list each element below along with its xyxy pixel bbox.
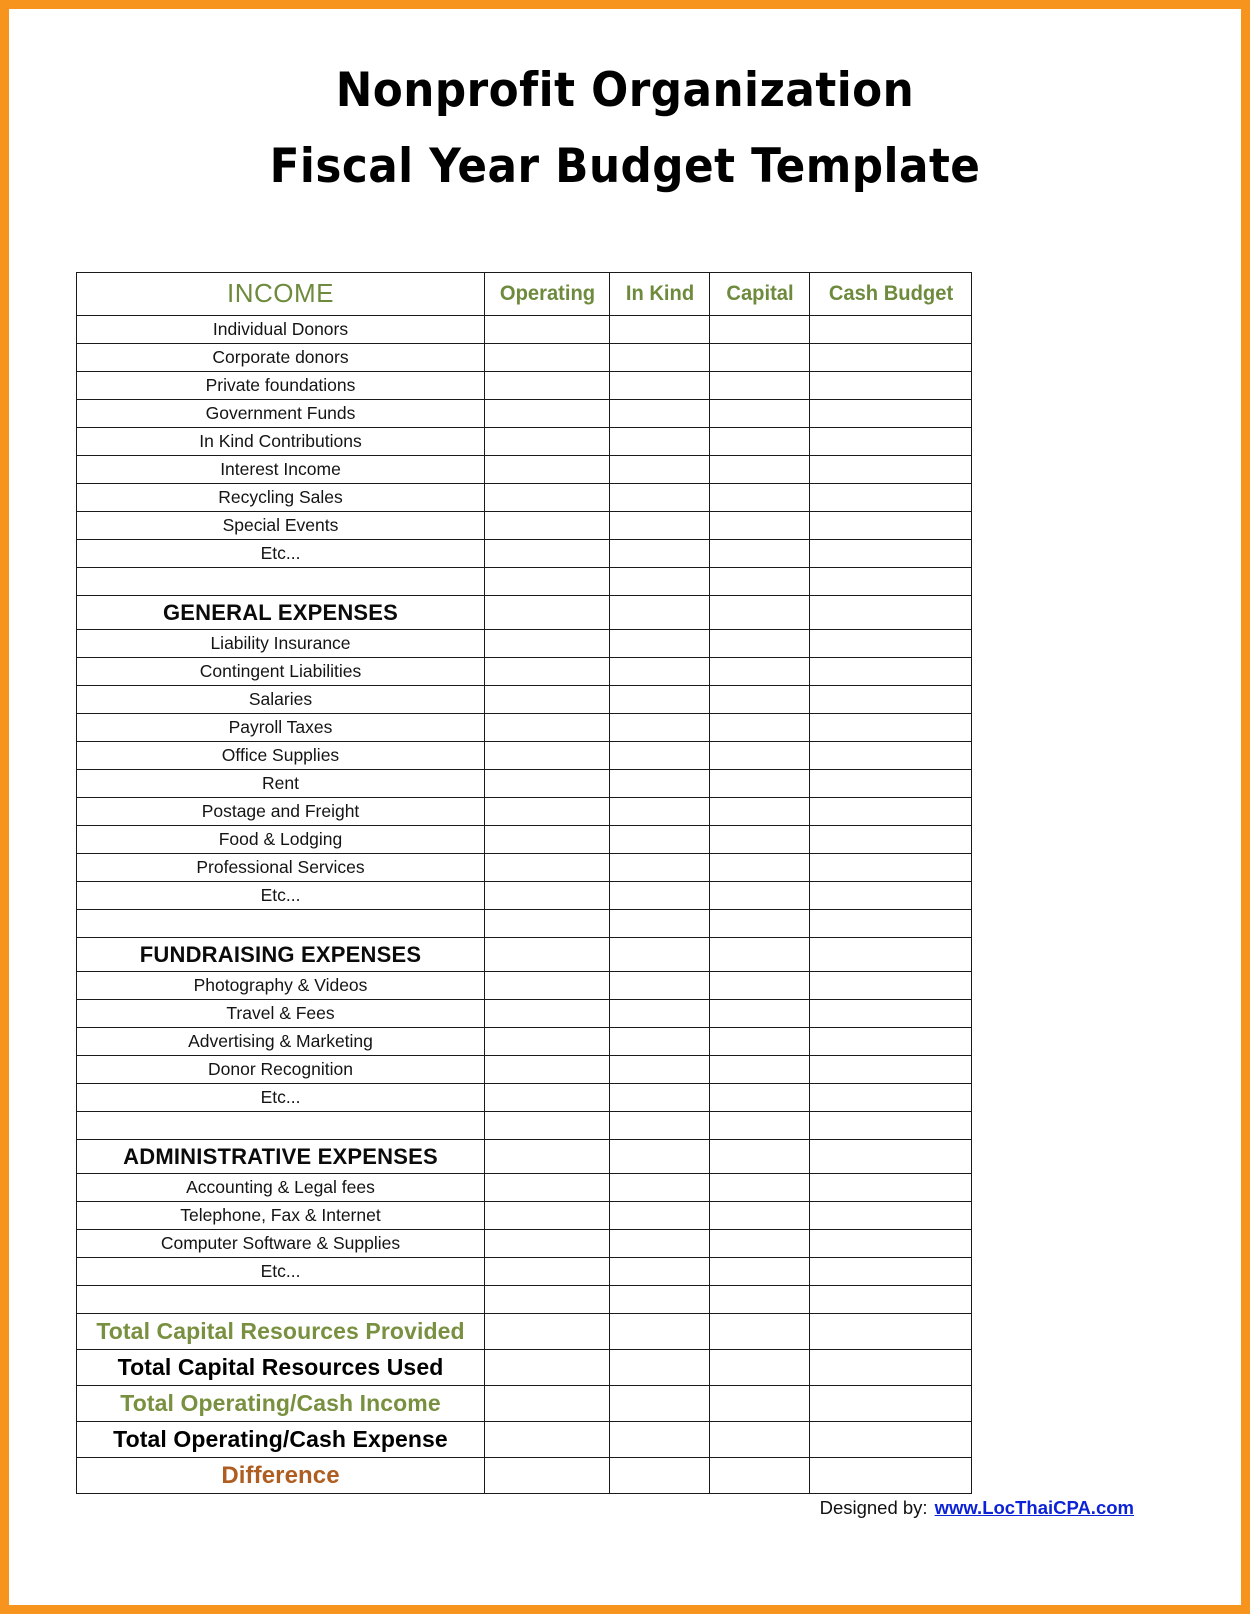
- row-label-cell: Corporate donors: [77, 344, 485, 372]
- table-row: [77, 1230, 972, 1258]
- cell-cash_budget[interactable]: [810, 1422, 972, 1458]
- total-row: [77, 1422, 972, 1458]
- cell-in_kind[interactable]: [610, 938, 710, 972]
- cell-capital[interactable]: [710, 938, 810, 972]
- cell-operating[interactable]: [485, 1386, 610, 1422]
- cell-operating[interactable]: [485, 400, 610, 428]
- cell-operating[interactable]: [485, 742, 610, 770]
- cell-capital[interactable]: [710, 972, 810, 1000]
- table-row: [77, 686, 972, 714]
- table-row: [77, 1084, 972, 1112]
- row-label-cell: Postage and Freight: [77, 798, 485, 826]
- footer-credit: [9, 1497, 1241, 1519]
- table-row: [77, 512, 972, 540]
- cell-capital[interactable]: [710, 540, 810, 568]
- cell-operating[interactable]: [485, 1314, 610, 1350]
- cell-operating[interactable]: [485, 1140, 610, 1174]
- cell-in_kind[interactable]: [610, 798, 710, 826]
- cell-capital[interactable]: [710, 714, 810, 742]
- row-label-cell: Contingent Liabilities: [77, 658, 485, 686]
- cell-capital[interactable]: [710, 1286, 810, 1314]
- table-row: [77, 1000, 972, 1028]
- cell-capital[interactable]: [710, 1314, 810, 1350]
- cell-cash_budget[interactable]: [810, 1458, 972, 1494]
- cell-capital[interactable]: [710, 1230, 810, 1258]
- cell-cash_budget[interactable]: [810, 938, 972, 972]
- cell-capital[interactable]: [710, 428, 810, 456]
- cell-operating[interactable]: [485, 428, 610, 456]
- cell-in_kind[interactable]: [610, 316, 710, 344]
- cell-capital[interactable]: [710, 1112, 810, 1140]
- designed-by-label: Designed by:: [819, 1497, 928, 1518]
- cell-capital[interactable]: [710, 686, 810, 714]
- cell-cash_budget[interactable]: [810, 456, 972, 484]
- row-label-cell: Recycling Sales: [77, 484, 485, 512]
- cell-in_kind[interactable]: [610, 1230, 710, 1258]
- table-row: [77, 770, 972, 798]
- cell-cash_budget[interactable]: [810, 484, 972, 512]
- row-label-cell: [77, 568, 485, 596]
- cell-in_kind[interactable]: [610, 882, 710, 910]
- cell-capital[interactable]: [710, 1350, 810, 1386]
- cell-operating[interactable]: [485, 1350, 610, 1386]
- cell-cash_budget[interactable]: [810, 596, 972, 630]
- cell-in_kind[interactable]: [610, 484, 710, 512]
- cell-in_kind[interactable]: [610, 372, 710, 400]
- total-row: [77, 1350, 972, 1386]
- cell-operating[interactable]: [485, 910, 610, 938]
- cell-capital[interactable]: [710, 1258, 810, 1286]
- row-label-cell: [77, 1112, 485, 1140]
- cell-operating[interactable]: [485, 882, 610, 910]
- cell-cash_budget[interactable]: [810, 540, 972, 568]
- cell-in_kind[interactable]: [610, 1028, 710, 1056]
- table-row: [77, 372, 972, 400]
- total-label-cell: Total Capital Resources Provided: [77, 1314, 485, 1350]
- table-row: [77, 854, 972, 882]
- table-row: [77, 630, 972, 658]
- row-label-cell: Accounting & Legal fees: [77, 1174, 485, 1202]
- page-title-line2: Fiscal Year Budget Template: [269, 139, 981, 194]
- cell-cash_budget[interactable]: [810, 882, 972, 910]
- column-header-cash_budget: Cash Budget: [813, 273, 969, 316]
- cell-operating[interactable]: [485, 1028, 610, 1056]
- cell-capital[interactable]: [710, 798, 810, 826]
- table-row: [77, 428, 972, 456]
- table-row: [77, 882, 972, 910]
- table-row: [77, 456, 972, 484]
- table-row: [77, 714, 972, 742]
- total-row: [77, 1458, 972, 1494]
- cell-capital[interactable]: [710, 1028, 810, 1056]
- section-header-row: [77, 596, 972, 630]
- cell-operating[interactable]: [485, 826, 610, 854]
- cell-cash_budget[interactable]: [810, 1056, 972, 1084]
- cell-capital[interactable]: [710, 568, 810, 596]
- cell-capital[interactable]: [710, 1202, 810, 1230]
- cell-capital[interactable]: [710, 456, 810, 484]
- row-label-cell: Liability Insurance: [77, 630, 485, 658]
- cell-in_kind[interactable]: [610, 400, 710, 428]
- row-label-cell: Etc...: [77, 1084, 485, 1112]
- cell-operating[interactable]: [485, 484, 610, 512]
- column-header-in_kind: In Kind: [612, 273, 708, 316]
- table-row: [77, 742, 972, 770]
- designer-website-link[interactable]: www.LocThaiCPA.com: [934, 1497, 1134, 1518]
- cell-in_kind[interactable]: [610, 770, 710, 798]
- table-row: [77, 344, 972, 372]
- total-row: [77, 1314, 972, 1350]
- cell-operating[interactable]: [485, 714, 610, 742]
- table-row: [77, 1056, 972, 1084]
- row-label-cell: Private foundations: [77, 372, 485, 400]
- total-label-cell: Difference: [77, 1458, 485, 1494]
- cell-cash_budget[interactable]: [810, 1028, 972, 1056]
- cell-operating[interactable]: [485, 1084, 610, 1112]
- cell-capital[interactable]: [710, 1084, 810, 1112]
- total-label-cell: Total Capital Resources Used: [77, 1350, 485, 1386]
- cell-operating[interactable]: [485, 1056, 610, 1084]
- cell-in_kind[interactable]: [610, 1286, 710, 1314]
- cell-in_kind[interactable]: [610, 1056, 710, 1084]
- cell-cash_budget[interactable]: [810, 1112, 972, 1140]
- cell-capital[interactable]: [710, 1422, 810, 1458]
- cell-capital[interactable]: [710, 1386, 810, 1422]
- row-label-cell: Salaries: [77, 686, 485, 714]
- cell-in_kind[interactable]: [610, 456, 710, 484]
- table-row: [77, 540, 972, 568]
- cell-cash_budget[interactable]: [810, 1140, 972, 1174]
- cell-capital[interactable]: [710, 400, 810, 428]
- cell-operating[interactable]: [485, 854, 610, 882]
- cell-cash_budget[interactable]: [810, 1174, 972, 1202]
- column-header-capital: Capital: [712, 273, 808, 316]
- cell-cash_budget[interactable]: [810, 1350, 972, 1386]
- cell-cash_budget[interactable]: [810, 686, 972, 714]
- cell-in_kind[interactable]: [610, 596, 710, 630]
- cell-operating[interactable]: [485, 1230, 610, 1258]
- cell-cash_budget[interactable]: [810, 630, 972, 658]
- cell-capital[interactable]: [710, 512, 810, 540]
- cell-capital[interactable]: [710, 372, 810, 400]
- cell-in_kind[interactable]: [610, 714, 710, 742]
- row-label-cell: Office Supplies: [77, 742, 485, 770]
- cell-capital[interactable]: [710, 854, 810, 882]
- cell-in_kind[interactable]: [610, 630, 710, 658]
- cell-operating[interactable]: [485, 1174, 610, 1202]
- spacer-row: [77, 910, 972, 938]
- cell-cash_budget[interactable]: [810, 714, 972, 742]
- cell-cash_budget[interactable]: [810, 798, 972, 826]
- cell-cash_budget[interactable]: [810, 972, 972, 1000]
- cell-in_kind[interactable]: [610, 1350, 710, 1386]
- cell-cash_budget[interactable]: [810, 1286, 972, 1314]
- total-label-cell: Total Operating/Cash Expense: [77, 1422, 485, 1458]
- cell-cash_budget[interactable]: [810, 854, 972, 882]
- cell-capital[interactable]: [710, 826, 810, 854]
- row-label-cell: Individual Donors: [77, 316, 485, 344]
- cell-capital[interactable]: [710, 596, 810, 630]
- cell-operating[interactable]: [485, 512, 610, 540]
- cell-in_kind[interactable]: [610, 568, 710, 596]
- budget-table-body: [77, 273, 972, 1494]
- cell-operating[interactable]: [485, 1112, 610, 1140]
- row-label-cell: In Kind Contributions: [77, 428, 485, 456]
- table-row: [77, 1028, 972, 1056]
- row-label-cell: Etc...: [77, 1258, 485, 1286]
- cell-operating[interactable]: [485, 972, 610, 1000]
- table-row: [77, 1258, 972, 1286]
- cell-in_kind[interactable]: [610, 1140, 710, 1174]
- cell-capital[interactable]: [710, 910, 810, 938]
- cell-operating[interactable]: [485, 1202, 610, 1230]
- cell-cash_budget[interactable]: [810, 1084, 972, 1112]
- table-row: [77, 484, 972, 512]
- cell-capital[interactable]: [710, 1000, 810, 1028]
- cell-in_kind[interactable]: [610, 1112, 710, 1140]
- row-label-cell: Photography & Videos: [77, 972, 485, 1000]
- spacer-row: [77, 1286, 972, 1314]
- cell-cash_budget[interactable]: [810, 826, 972, 854]
- cell-in_kind[interactable]: [610, 1314, 710, 1350]
- row-label-cell: Computer Software & Supplies: [77, 1230, 485, 1258]
- cell-capital[interactable]: [710, 658, 810, 686]
- section-header-row: [77, 1140, 972, 1174]
- budget-table: [76, 272, 972, 1494]
- cell-capital[interactable]: [710, 882, 810, 910]
- cell-operating[interactable]: [485, 540, 610, 568]
- row-label-cell: Government Funds: [77, 400, 485, 428]
- cell-capital[interactable]: [710, 1140, 810, 1174]
- row-label-cell: Food & Lodging: [77, 826, 485, 854]
- row-label-cell: Special Events: [77, 512, 485, 540]
- cell-operating[interactable]: [485, 568, 610, 596]
- cell-capital[interactable]: [710, 484, 810, 512]
- table-row: [77, 1202, 972, 1230]
- section-title-cell: FUNDRAISING EXPENSES: [77, 938, 485, 972]
- cell-cash_budget[interactable]: [810, 428, 972, 456]
- column-header-operating: Operating: [487, 273, 607, 316]
- cell-operating[interactable]: [485, 1258, 610, 1286]
- section-header-row: [77, 938, 972, 972]
- table-row: [77, 400, 972, 428]
- row-label-cell: [77, 1286, 485, 1314]
- cell-operating[interactable]: [485, 596, 610, 630]
- cell-cash_budget[interactable]: [810, 1000, 972, 1028]
- cell-operating[interactable]: [485, 344, 610, 372]
- row-label-cell: Payroll Taxes: [77, 714, 485, 742]
- page-title-line1: Nonprofit Organization: [335, 63, 915, 118]
- cell-operating[interactable]: [485, 798, 610, 826]
- row-label-cell: Telephone, Fax & Internet: [77, 1202, 485, 1230]
- cell-in_kind[interactable]: [610, 686, 710, 714]
- cell-cash_budget[interactable]: [810, 316, 972, 344]
- cell-in_kind[interactable]: [610, 1422, 710, 1458]
- cell-operating[interactable]: [485, 770, 610, 798]
- cell-capital[interactable]: [710, 344, 810, 372]
- table-row: [77, 972, 972, 1000]
- section-title-cell: ADMINISTRATIVE EXPENSES: [77, 1140, 485, 1174]
- cell-in_kind[interactable]: [610, 1202, 710, 1230]
- cell-operating[interactable]: [485, 456, 610, 484]
- cell-capital[interactable]: [710, 1056, 810, 1084]
- row-label-cell: Etc...: [77, 882, 485, 910]
- cell-in_kind[interactable]: [610, 854, 710, 882]
- cell-in_kind[interactable]: [610, 1174, 710, 1202]
- table-header-row: [77, 273, 972, 316]
- cell-operating[interactable]: [485, 1458, 610, 1494]
- cell-in_kind[interactable]: [610, 1458, 710, 1494]
- cell-cash_budget[interactable]: [810, 400, 972, 428]
- cell-cash_budget[interactable]: [810, 770, 972, 798]
- table-row: [77, 826, 972, 854]
- cell-cash_budget[interactable]: [810, 344, 972, 372]
- cell-capital[interactable]: [710, 1174, 810, 1202]
- column-header-income: INCOME: [77, 273, 485, 316]
- cell-capital[interactable]: [710, 630, 810, 658]
- cell-operating[interactable]: [485, 1000, 610, 1028]
- cell-operating[interactable]: [485, 658, 610, 686]
- section-title-cell: GENERAL EXPENSES: [77, 596, 485, 630]
- cell-in_kind[interactable]: [610, 1258, 710, 1286]
- cell-capital[interactable]: [710, 316, 810, 344]
- cell-in_kind[interactable]: [610, 344, 710, 372]
- cell-operating[interactable]: [485, 316, 610, 344]
- table-row: [77, 1174, 972, 1202]
- spacer-row: [77, 568, 972, 596]
- row-label-cell: Donor Recognition: [77, 1056, 485, 1084]
- row-label-cell: Travel & Fees: [77, 1000, 485, 1028]
- cell-cash_budget[interactable]: [810, 910, 972, 938]
- cell-cash_budget[interactable]: [810, 658, 972, 686]
- budget-table-container: [76, 272, 971, 1494]
- table-row: [77, 658, 972, 686]
- cell-operating[interactable]: [485, 1422, 610, 1458]
- spacer-row: [77, 1112, 972, 1140]
- cell-capital[interactable]: [710, 1458, 810, 1494]
- cell-in_kind[interactable]: [610, 1000, 710, 1028]
- table-row: [77, 316, 972, 344]
- document-title-block: [9, 63, 1241, 194]
- total-row: [77, 1386, 972, 1422]
- cell-cash_budget[interactable]: [810, 512, 972, 540]
- cell-cash_budget[interactable]: [810, 1386, 972, 1422]
- row-label-cell: Etc...: [77, 540, 485, 568]
- row-label-cell: Professional Services: [77, 854, 485, 882]
- cell-cash_budget[interactable]: [810, 372, 972, 400]
- total-label-cell: Total Operating/Cash Income: [77, 1386, 485, 1422]
- row-label-cell: Rent: [77, 770, 485, 798]
- cell-cash_budget[interactable]: [810, 742, 972, 770]
- cell-in_kind[interactable]: [610, 658, 710, 686]
- cell-cash_budget[interactable]: [810, 1230, 972, 1258]
- cell-in_kind[interactable]: [610, 512, 710, 540]
- cell-capital[interactable]: [710, 770, 810, 798]
- cell-in_kind[interactable]: [610, 826, 710, 854]
- cell-operating[interactable]: [485, 1286, 610, 1314]
- cell-cash_budget[interactable]: [810, 1202, 972, 1230]
- cell-cash_budget[interactable]: [810, 1314, 972, 1350]
- table-row: [77, 798, 972, 826]
- cell-operating[interactable]: [485, 686, 610, 714]
- cell-in_kind[interactable]: [610, 742, 710, 770]
- row-label-cell: Interest Income: [77, 456, 485, 484]
- cell-in_kind[interactable]: [610, 428, 710, 456]
- cell-capital[interactable]: [710, 742, 810, 770]
- cell-operating[interactable]: [485, 630, 610, 658]
- cell-cash_budget[interactable]: [810, 568, 972, 596]
- cell-cash_budget[interactable]: [810, 1258, 972, 1286]
- cell-in_kind[interactable]: [610, 540, 710, 568]
- cell-in_kind[interactable]: [610, 972, 710, 1000]
- cell-operating[interactable]: [485, 938, 610, 972]
- cell-in_kind[interactable]: [610, 910, 710, 938]
- cell-in_kind[interactable]: [610, 1084, 710, 1112]
- cell-operating[interactable]: [485, 372, 610, 400]
- row-label-cell: [77, 910, 485, 938]
- cell-in_kind[interactable]: [610, 1386, 710, 1422]
- row-label-cell: Advertising & Marketing: [77, 1028, 485, 1056]
